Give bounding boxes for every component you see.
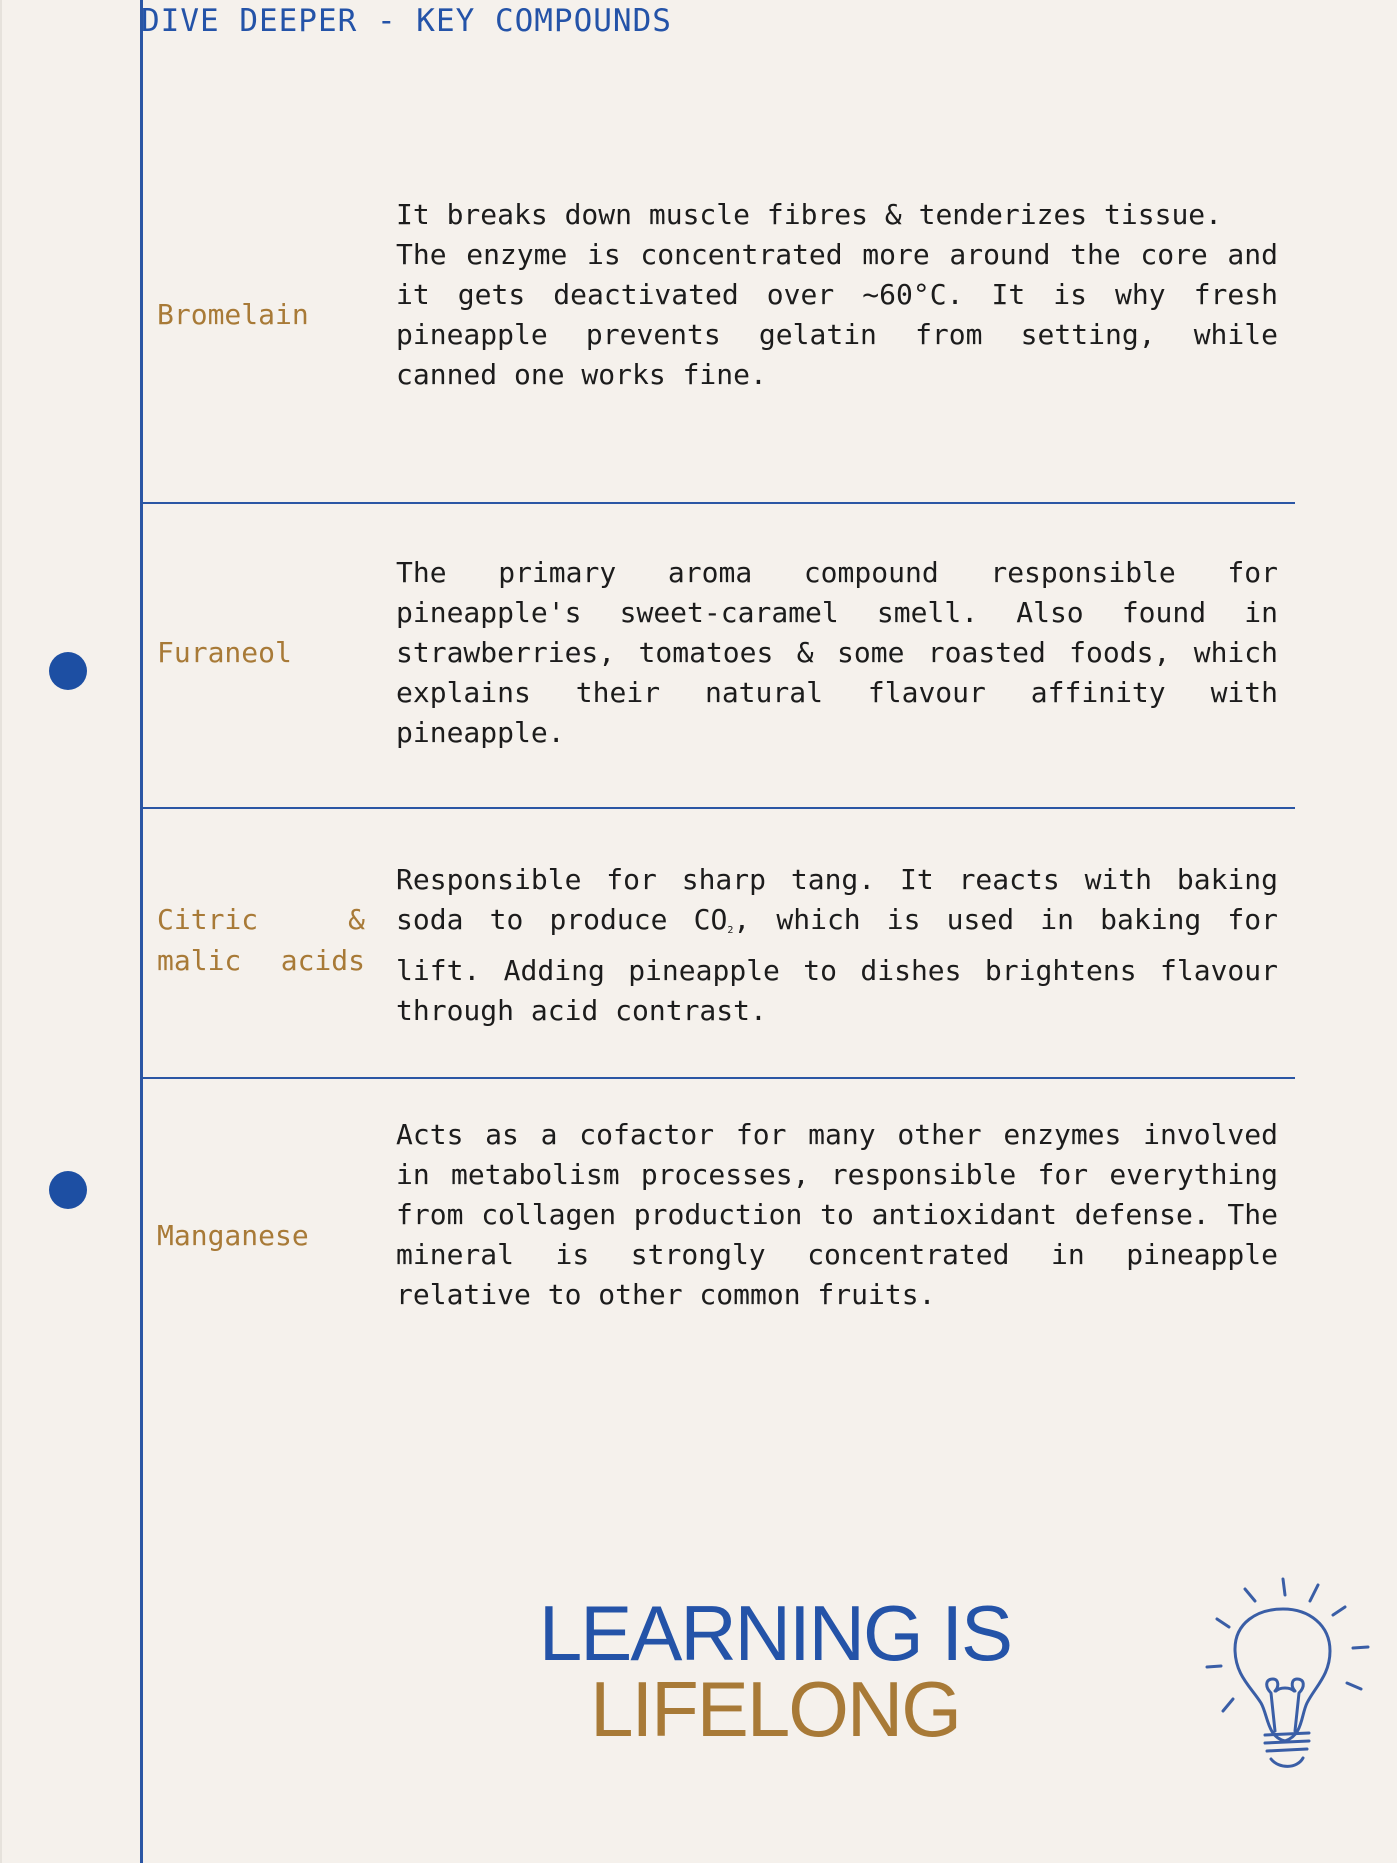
slogan-line-2: LIFELONG bbox=[590, 1665, 960, 1753]
compound-name: Citric & malic acids bbox=[157, 903, 365, 977]
compound-name: Furaneol bbox=[157, 636, 292, 669]
compound-name: Bromelain bbox=[157, 298, 309, 331]
bullet-dot-icon bbox=[49, 1171, 87, 1209]
description-text: Acts as a cofactor for many other enzymes involved in metabolism processes, responsible for everything from collagen production to antioxidant defense. The mineral is strongly concentrated in pineapple relative to other common fruits. bbox=[396, 1118, 1278, 1311]
footer-slogan bbox=[440, 1589, 1110, 1753]
description-text: Responsible for sharp tang. It reacts with baking soda to produce $CO_2$, which is used in baking for lift. Adding pineapple to dishes brightens flavour through acid contrast. bbox=[396, 863, 1278, 1027]
margin-rule bbox=[140, 0, 143, 1863]
description-line: It breaks down muscle fibres & tenderizes tissue. bbox=[396, 198, 1223, 231]
compound-name: Manganese bbox=[157, 1219, 309, 1252]
bullet-dot-icon bbox=[49, 652, 87, 690]
page-edge bbox=[0, 0, 2, 1863]
description-text: The primary aroma compound responsible for pineapple's sweet-caramel smell. Also found in strawberries, tomatoes & some roasted foods, which explains their natural flavour affinity with pineapple. bbox=[396, 556, 1278, 749]
compound-description bbox=[396, 195, 1278, 395]
compound-description bbox=[396, 553, 1278, 753]
row-divider bbox=[141, 502, 1295, 504]
compound-description bbox=[396, 860, 1278, 1031]
description-line: The enzyme is concentrated more around the core and it gets deactivated over ~60°C. It is why fresh pineapple prevents gelatin from setting, while canned one works fine. bbox=[396, 238, 1278, 391]
compound-description bbox=[396, 1115, 1278, 1315]
slogan-line-1: LEARNING IS bbox=[538, 1589, 1012, 1677]
row-divider bbox=[141, 807, 1295, 809]
lightbulb-icon bbox=[1205, 1575, 1375, 1775]
page-title: DIVE DEEPER - KEY COMPOUNDS bbox=[141, 3, 672, 39]
row-divider bbox=[141, 1077, 1295, 1079]
